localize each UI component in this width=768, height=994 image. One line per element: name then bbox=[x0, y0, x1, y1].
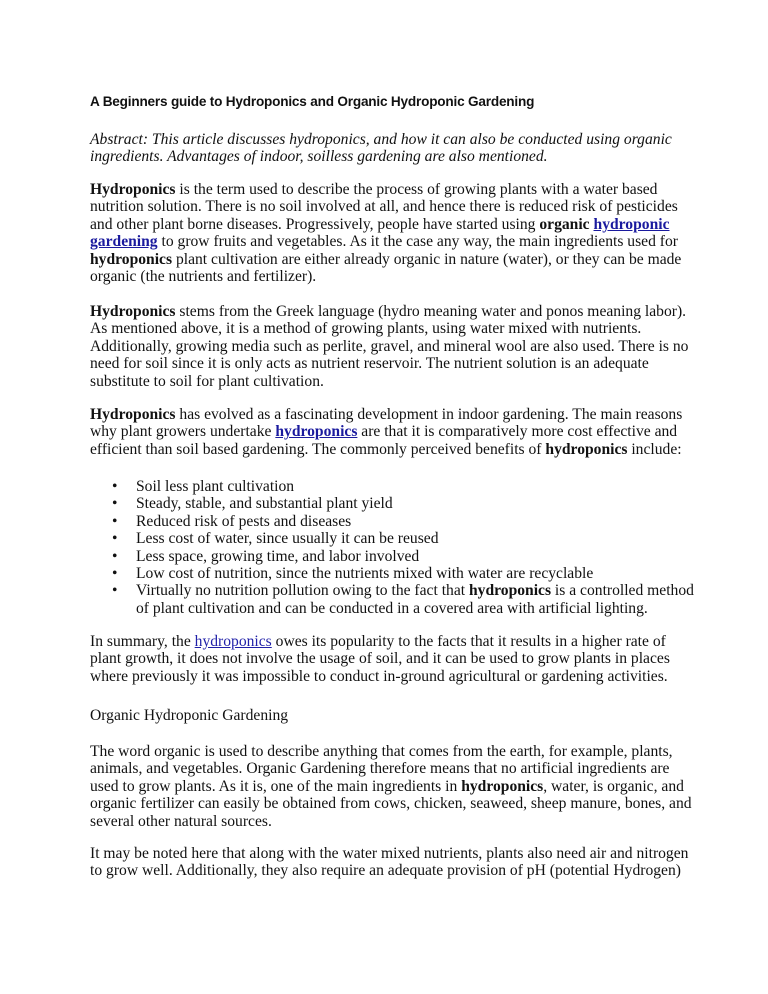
benefit-list-item bbox=[90, 582, 694, 617]
text-line bbox=[136, 548, 694, 565]
text-run: Additionally, growing media such as perlite, gravel, and mineral wool are also used. There is no bbox=[90, 337, 689, 355]
text-run: Virtually no nutrition pollution owing to the fact that bbox=[136, 582, 469, 600]
text-run: Soil less plant cultivation bbox=[136, 478, 295, 495]
text-line bbox=[90, 216, 681, 233]
text-run: substitute to soil for plant cultivation. bbox=[90, 372, 324, 390]
benefit-list-item bbox=[90, 565, 694, 582]
text-run: Low cost of nutrition, since the nutrients mixed with water are recyclable bbox=[136, 564, 594, 582]
document-title: A Beginners guide to Hydroponics and Organic Hydroponic Gardening bbox=[90, 94, 535, 109]
text-line bbox=[136, 513, 694, 530]
text-run: used to grow plants. As it is, one of the main ingredients in bbox=[90, 777, 462, 795]
benefits-list bbox=[90, 478, 694, 617]
bold-term: Hydroponics bbox=[90, 181, 176, 198]
text-line bbox=[136, 495, 694, 512]
paragraph-summary bbox=[90, 633, 670, 685]
text-run: efficient than soil based gardening. The commonly perceived benefits of bbox=[90, 440, 546, 458]
bold-term: hydroponics bbox=[90, 250, 173, 268]
bold-term: hydroponics bbox=[468, 582, 552, 600]
text-line bbox=[90, 320, 688, 337]
text-line bbox=[90, 778, 692, 795]
abstract-line: Abstract: This article discusses hydroponics, and how it can also be conducted using organic bbox=[90, 131, 672, 148]
benefit-list-item bbox=[90, 530, 694, 547]
paragraph-organic-definition bbox=[90, 743, 692, 830]
text-line bbox=[90, 181, 681, 198]
text-run: is a controlled method bbox=[551, 582, 694, 600]
text-line bbox=[90, 423, 682, 440]
bold-term: Hydroponics bbox=[90, 406, 176, 423]
text-line bbox=[90, 862, 688, 879]
text-run: The word organic is used to describe anything that comes from the earth, for example, plants, bbox=[90, 743, 673, 760]
bold-term: hydroponics bbox=[461, 777, 544, 795]
text-line bbox=[90, 233, 681, 250]
text-run: are that it is comparatively more cost effective and bbox=[357, 423, 678, 441]
bullet-icon: • bbox=[112, 478, 118, 495]
text-line bbox=[90, 795, 692, 812]
bullet-icon: • bbox=[112, 582, 118, 600]
text-line bbox=[90, 668, 670, 685]
text-run: Less cost of water, since usually it can be reused bbox=[136, 530, 439, 548]
text-line bbox=[90, 633, 670, 650]
text-line bbox=[90, 813, 692, 830]
text-line bbox=[90, 743, 692, 760]
text-line bbox=[136, 600, 694, 617]
text-run: Less space, growing time, and labor involved bbox=[136, 547, 420, 565]
hydroponics-link[interactable]: hydroponic bbox=[593, 215, 670, 233]
text-run: to grow fruits and vegetables. As it the case any way, the main ingredients used for bbox=[157, 233, 678, 251]
text-line bbox=[90, 355, 688, 372]
paragraph-origin bbox=[90, 303, 688, 390]
bullet-icon: • bbox=[112, 530, 118, 548]
text-run: owes its popularity to the facts that it results in a higher rate of bbox=[271, 633, 666, 650]
text-run: organic (the nutrients and fertilizer). bbox=[90, 267, 317, 285]
text-line bbox=[90, 406, 682, 423]
benefit-list-item bbox=[90, 478, 694, 495]
text-line bbox=[136, 582, 694, 599]
paragraph-organic-requirements bbox=[90, 845, 688, 880]
text-run: Steady, stable, and substantial plant yield bbox=[136, 495, 393, 513]
bullet-icon: • bbox=[112, 512, 118, 530]
benefit-list-item bbox=[90, 548, 694, 565]
paragraph-intro bbox=[90, 181, 681, 285]
text-line bbox=[136, 478, 694, 495]
text-line bbox=[90, 650, 670, 667]
text-run: As mentioned above, it is a method of growing plants, using water mixed with nutrients. bbox=[90, 320, 642, 338]
text-run: need for soil since it is only acts as nutrient reservoir. The nutrient solution is an adequate bbox=[90, 355, 649, 373]
text-line bbox=[90, 441, 682, 458]
abstract bbox=[90, 131, 672, 166]
text-run: and other plant borne diseases. Progressively, people have started using bbox=[90, 215, 540, 233]
benefit-list-item bbox=[90, 513, 694, 530]
text-run: has evolved as a fascinating development in indoor gardening. The main reasons bbox=[175, 406, 683, 423]
text-run: In summary, the bbox=[90, 633, 195, 650]
hydroponics-link[interactable]: hydroponics bbox=[194, 633, 272, 650]
text-line bbox=[90, 338, 688, 355]
text-run: organic fertilizer can easily be obtained from cows, chicken, seaweed, sheep manure, bones, and bbox=[90, 795, 692, 813]
benefit-list-item bbox=[90, 495, 694, 512]
text-line bbox=[90, 760, 692, 777]
text-line bbox=[90, 198, 681, 215]
text-line bbox=[90, 845, 688, 862]
bullet-icon: • bbox=[112, 564, 118, 582]
text-line bbox=[136, 530, 694, 547]
bold-term: hydroponics bbox=[545, 440, 628, 458]
text-line bbox=[90, 373, 688, 390]
bold-term: organic bbox=[539, 215, 590, 233]
text-run: animals, and vegetables. Organic Gardening therefore means that no artificial ingredients are bbox=[90, 760, 670, 778]
text-line bbox=[90, 268, 681, 285]
text-run: include: bbox=[627, 440, 682, 458]
text-run: plant cultivation are either already organic in nature (water), or they can be made bbox=[172, 250, 682, 268]
paragraph-benefits-intro bbox=[90, 406, 682, 458]
text-run: , water, is organic, and bbox=[543, 777, 684, 795]
text-run: plant growth, it does not involve the usage of soil, and it can be used to grow plants in places bbox=[90, 650, 670, 668]
text-run: to grow well. Additionally, they also require an adequate provision of pH (potential Hydrogen) bbox=[90, 862, 681, 880]
bold-term: Hydroponics bbox=[90, 303, 176, 320]
text-line bbox=[90, 303, 688, 320]
text-run: It may be noted here that along with the water mixed nutrients, plants also need air and nitrogen bbox=[90, 845, 689, 862]
section-heading: Organic Hydroponic Gardening bbox=[90, 707, 289, 724]
text-run: why plant growers undertake bbox=[90, 423, 276, 441]
bullet-icon: • bbox=[112, 495, 118, 513]
text-run: where previously it was impossible to conduct in-ground agricultural or gardening activities. bbox=[90, 667, 668, 685]
text-line bbox=[90, 251, 681, 268]
hydroponics-link[interactable]: hydroponics bbox=[275, 423, 358, 441]
text-run: Reduced risk of pests and diseases bbox=[136, 512, 352, 530]
text-run: several other natural sources. bbox=[90, 812, 272, 830]
hydroponics-link[interactable]: gardening bbox=[90, 233, 158, 251]
text-run: nutrition solution. There is no soil involved at all, and hence there is reduced risk of pesticides bbox=[90, 198, 678, 216]
text-run: of plant cultivation and can be conducted in a covered area with artificial lighting. bbox=[136, 599, 648, 617]
abstract-line: ingredients. Advantages of indoor, soilless gardening are also mentioned. bbox=[90, 148, 548, 166]
bullet-icon: • bbox=[112, 547, 118, 565]
text-run: stems from the Greek language (hydro meaning water and ponos meaning labor). bbox=[175, 303, 687, 320]
text-line bbox=[136, 565, 694, 582]
text-run: is the term used to describe the process of growing plants with a water based bbox=[175, 181, 658, 198]
